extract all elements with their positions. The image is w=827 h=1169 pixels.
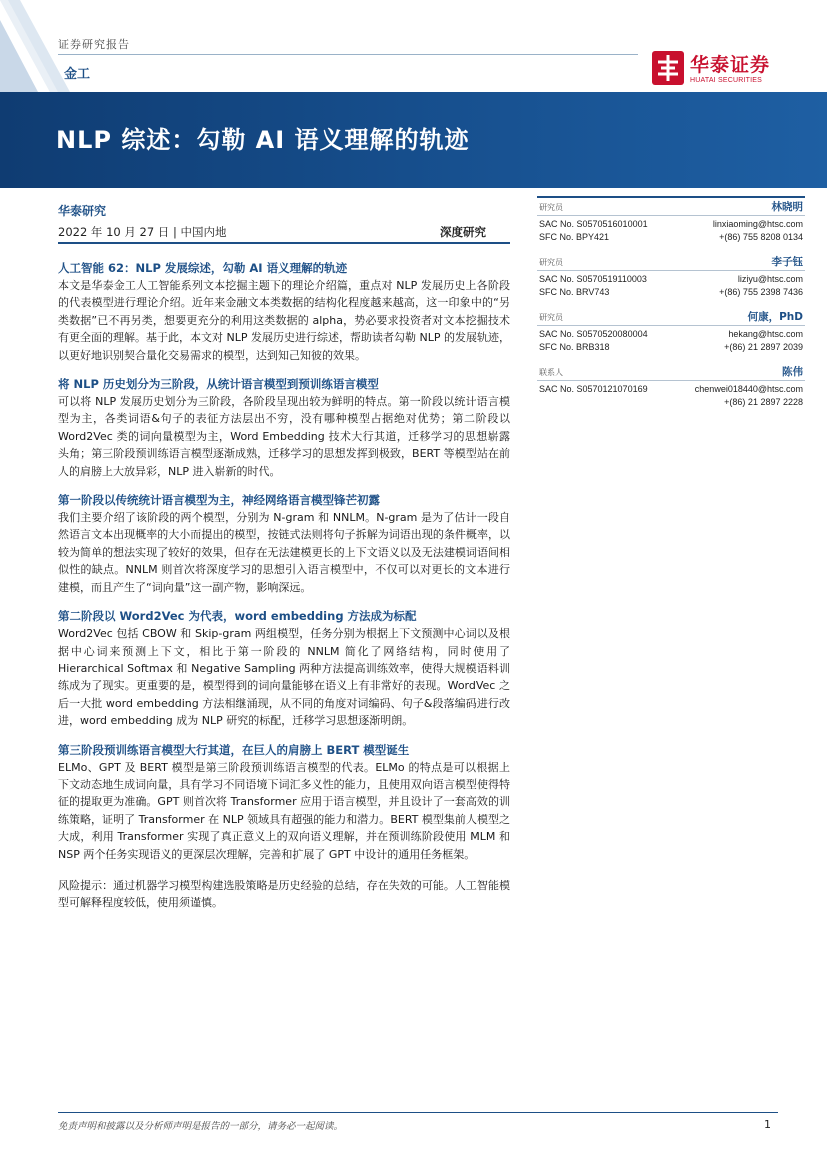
section bbox=[58, 260, 510, 364]
analyst-divider bbox=[537, 270, 805, 271]
section-title: 人工智能 62：NLP 发展综述，勾勒 AI 语义理解的轨迹 bbox=[58, 261, 348, 275]
section-body: ELMo、GPT 及 BERT 模型是第三阶段预训练语言模型的代表。ELMo 的特点是可以根据上下文动态地生成词向量，具有学习不同语境下词汇多义性的能力，且使用双向语言模型使得特征的提取更为准确。GPT 则首次将 Transformer 应用于语言模型，并且设计了一套高效的训练策略，证明了 Transformer 在 NLP 领域具有超强的能力和潜力。BERT 模型集前人模型之大成，利用 Transformer 实现了真正意义上的双向语义理解，并在预训练阶段使用 MLM 和 NSP 两个任务实现语义的更深层次理解，完善和扩展了 GPT 中设计的通用任务框架。 bbox=[58, 760, 510, 861]
section-title: 第二阶段以 Word2Vec 为代表，word embedding 方法成为标配 bbox=[58, 609, 417, 624]
header-divider bbox=[58, 54, 638, 55]
section-body: 本文是华泰金工人工智能系列文本挖掘主题下的理论介绍篇，重点对 NLP 发展历史上各阶段的代表模型进行理论介绍。近年来金融文本类数据的结构化程度越来越高，这一印象中的“另类数据”已不再另类，想要更充分的利用这类数据的 alpha，势必要求投资者对文本挖掘技术有更全面的理解。基于此，本文对 NLP 发展历史进行综述，帮助读者勾勒 NLP 的发展轨迹，以更好地识别契合量化交易需求的模型，达到知己知彼的效果。 bbox=[58, 279, 510, 362]
footer-divider bbox=[58, 1112, 778, 1113]
analyst-name: 林晓明 bbox=[771, 201, 803, 213]
main-content bbox=[58, 260, 510, 912]
analyst-divider bbox=[537, 380, 805, 381]
analyst-phone: +(86) 755 8208 0134 bbox=[719, 232, 803, 242]
analyst-card bbox=[537, 199, 805, 244]
report-type-label: 证券研究报告 bbox=[58, 38, 130, 51]
analyst-email[interactable]: chenwei018440@htsc.com bbox=[694, 384, 803, 394]
analyst-role: 研究员 bbox=[539, 258, 563, 267]
analyst-phone: +(86) 21 2897 2228 bbox=[724, 397, 803, 407]
title-banner bbox=[0, 92, 827, 188]
analyst-email[interactable]: liziyu@htsc.com bbox=[737, 274, 803, 284]
sector-label: 金工 bbox=[64, 67, 91, 82]
analyst-card bbox=[537, 364, 805, 409]
analyst-email[interactable]: linxiaoming@htsc.com bbox=[712, 219, 803, 229]
section-title: 第一阶段以传统统计语言模型为主，神经网络语言模型锋芒初露 bbox=[58, 493, 380, 508]
date-region: 2022 年 10 月 27 日 | 中国内地 bbox=[58, 225, 227, 239]
section bbox=[58, 492, 510, 596]
analyst-sac: SAC No. S0570121070169 bbox=[539, 384, 648, 394]
analyst-role: 联系人 bbox=[539, 368, 563, 377]
analyst-role: 研究员 bbox=[539, 313, 563, 322]
risk-warning: 风险提示：通过机器学习模型构建选股策略是历史经验的总结，存在失效的可能。人工智能模型可解释程度较低，使用须谨慎。 bbox=[58, 878, 510, 910]
section bbox=[58, 742, 510, 863]
analyst-sfc: SFC No. BRV743 bbox=[539, 287, 610, 297]
analyst-name: 何康，PhD bbox=[747, 311, 803, 323]
analyst-sfc: SFC No. BPY421 bbox=[539, 232, 610, 242]
analyst-email[interactable]: hekang@htsc.com bbox=[728, 329, 803, 339]
analyst-phone: +(86) 21 2897 2039 bbox=[724, 342, 803, 352]
section-body: 可以将 NLP 发展历史划分为三阶段，各阶段呈现出较为鲜明的特点。第一阶段以统计语言模型为主，各类词语&句子的表征方法层出不穷，没有哪种模型占据绝对优势；第二阶段以 Word2Vec 类的词向量模型为主，Word Embedding 技术大行其道，迁移学习的思想崭露头角；第三阶段预训练语言模型逐渐成熟，迁移学习的思想发挥到极致，BERT 等模型站在前人的肩膀上大放异彩，NLP 进入崭新的时代。 bbox=[58, 395, 510, 478]
analyst-divider bbox=[537, 215, 805, 216]
page-title: NLP 综述：勾勒 AI 语义理解的轨迹 bbox=[56, 126, 470, 154]
page-header bbox=[0, 0, 827, 92]
section-body: Word2Vec 包括 CBOW 和 Skip-gram 两组模型，任务分别为根据上下文预测中心词以及根据中心词来预测上下文，相比于第一阶段的 NNLM 简化了网络结构，同时使用了 Hierarchical Softmax 和 Negative Sampling 两种方法提高训练效率，使得大规模语料训练成为了现实。更重要的是，模型得到的词向量能够在语义上有非常好的表现。WordVec 之后一大批 word embedding 方法相继涌现，从不同的角度对词编码、句子&段落编码进行改进，word embedding 成为 NLP 研究的标配，迁移学习思想逐渐明朗。 bbox=[58, 627, 510, 728]
analyst-sac: SAC No. S0570516010001 bbox=[539, 219, 648, 229]
analyst-role: 研究员 bbox=[539, 203, 563, 212]
section-title: 将 NLP 历史划分为三阶段，从统计语言模型到预训练语言模型 bbox=[58, 377, 379, 392]
logo-text-en: HUATAI SECURITIES bbox=[690, 77, 762, 84]
company-logo bbox=[652, 50, 784, 90]
analyst-card bbox=[537, 254, 805, 299]
page-number: 1 bbox=[764, 1118, 771, 1131]
research-label: 华泰研究 bbox=[58, 204, 107, 218]
logo-mark-icon bbox=[652, 51, 684, 85]
analyst-sfc: SFC No. BRB318 bbox=[539, 342, 610, 352]
analyst-name: 陈伟 bbox=[782, 366, 803, 378]
section-body: 我们主要介绍了该阶段的两个模型，分别为 N-gram 和 NNLM。N-gram 是为了估计一段自然语言文本出现概率的大小而提出的模型，按链式法则将句子拆解为词语出现的条件概率，以较为简单的想法实现了较好的效果，但存在无法建模更长的上下文语义以及无法建模词语间相似性的缺点。NNLM 则首次将深度学习的思想引入语言模型中，不仅可以对更长的文本进行建模，而且产生了“词向量”这一副产物，影响深远。 bbox=[58, 511, 510, 594]
sidebar-top-rule bbox=[537, 196, 805, 198]
analyst-card bbox=[537, 309, 805, 354]
report-kind: 深度研究 bbox=[440, 225, 486, 239]
analyst-name: 李子钰 bbox=[771, 256, 803, 268]
section-title: 第三阶段预训练语言模型大行其道，在巨人的肩膀上 BERT 模型诞生 bbox=[58, 742, 410, 757]
section bbox=[58, 376, 510, 480]
meta-divider bbox=[58, 242, 510, 244]
logo-text-cn: 华泰证券 bbox=[690, 54, 771, 76]
analyst-phone: +(86) 755 2398 7436 bbox=[719, 287, 803, 297]
analyst-divider bbox=[537, 325, 805, 326]
analyst-sac: SAC No. S0570519110003 bbox=[539, 274, 647, 284]
section bbox=[58, 608, 510, 729]
footer-disclaimer: 免责声明和披露以及分析师声明是报告的一部分，请务必一起阅读。 bbox=[58, 1121, 344, 1132]
analyst-sidebar bbox=[537, 196, 805, 419]
analyst-sac: SAC No. S0570520080004 bbox=[539, 329, 648, 339]
